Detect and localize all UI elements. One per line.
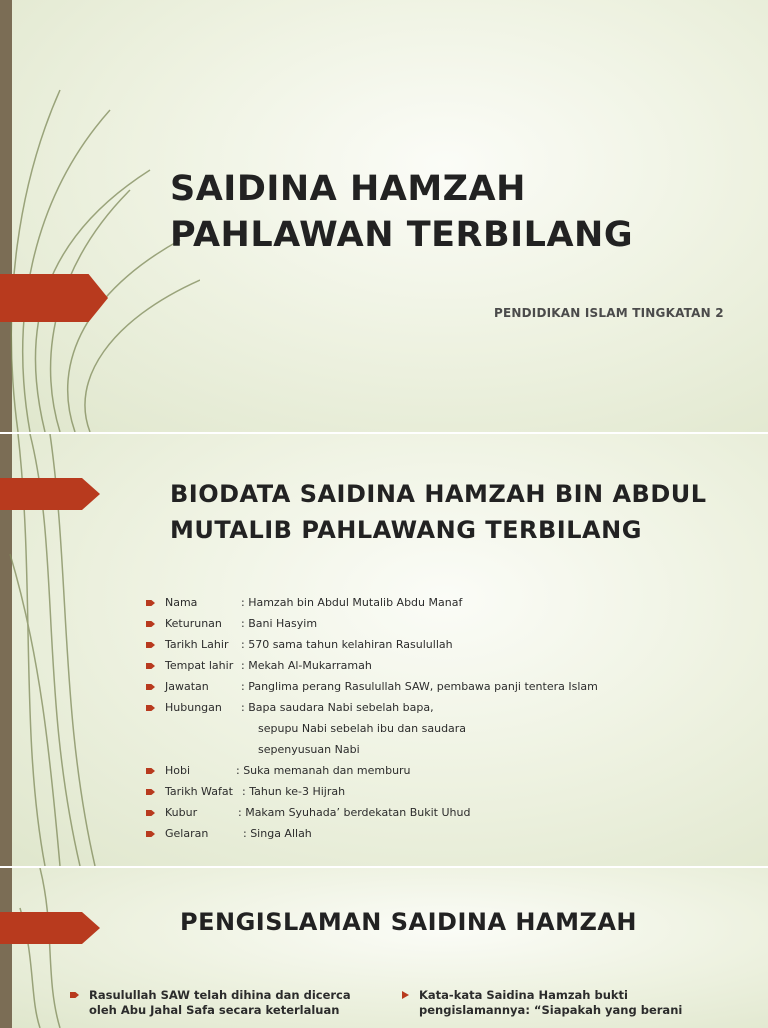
pengislaman-right-point: Kata-kata Saidina Hamzah bukti pengislamannya: “Siapakah yang berani bbox=[402, 988, 702, 1018]
title-arrow-banner bbox=[0, 274, 108, 322]
slide-title bbox=[0, 0, 768, 432]
biodata-arrow-banner bbox=[0, 478, 100, 510]
pengislaman-left-point: Rasulullah SAW telah dihina dan dicerca oleh Abu Jahal Safa secara keterlaluan bbox=[72, 988, 372, 1018]
pengislaman-arrow-banner bbox=[0, 912, 100, 944]
slide-pengislaman bbox=[0, 868, 768, 1028]
slide-biodata: BIODATA SAIDINA HAMZAH BIN ABDUL MUTALIB PAHLAWANG TERBILANG Nama : Hamzah bin Abdul Mutalib Abdu Manaf Keturunan : Bani Hasyim Tarikh Lahir : 570 sama tahun kelahiran Rasulullah Tempat lahir : Mekah Al-Mukarramah Jawatan : Panglima perang Rasulullah SAW, pembawa panji tentera Islam Hubungan : Bapa saudara Nabi sebelah bapa, sepupu Nabi sebelah ibu dan saudara sepenyusuan Nabi Hobi : Suka memanah dan memburu Tarikh Wafat : Tahun ke-3 Hijrah Kubur : Makam Syuhada’ berdekatan Bukit Uhud Gelaran : Singa Allah bbox=[0, 434, 768, 866]
biodata-title: BIODATA SAIDINA HAMZAH BIN ABDUL MUTALIB PAHLAWANG TERBILANG bbox=[170, 480, 707, 544]
bullet-icon bbox=[70, 992, 79, 998]
pengislaman-title: PENGISLAMAN SAIDINA HAMZAH bbox=[180, 908, 638, 936]
subtitle: PENDIDIKAN ISLAM TINGKATAN 2 bbox=[494, 306, 724, 320]
page-title: SAIDINA HAMZAH PAHLAWAN TERBILANG bbox=[170, 169, 634, 255]
bullet-triangle-icon bbox=[402, 991, 409, 999]
